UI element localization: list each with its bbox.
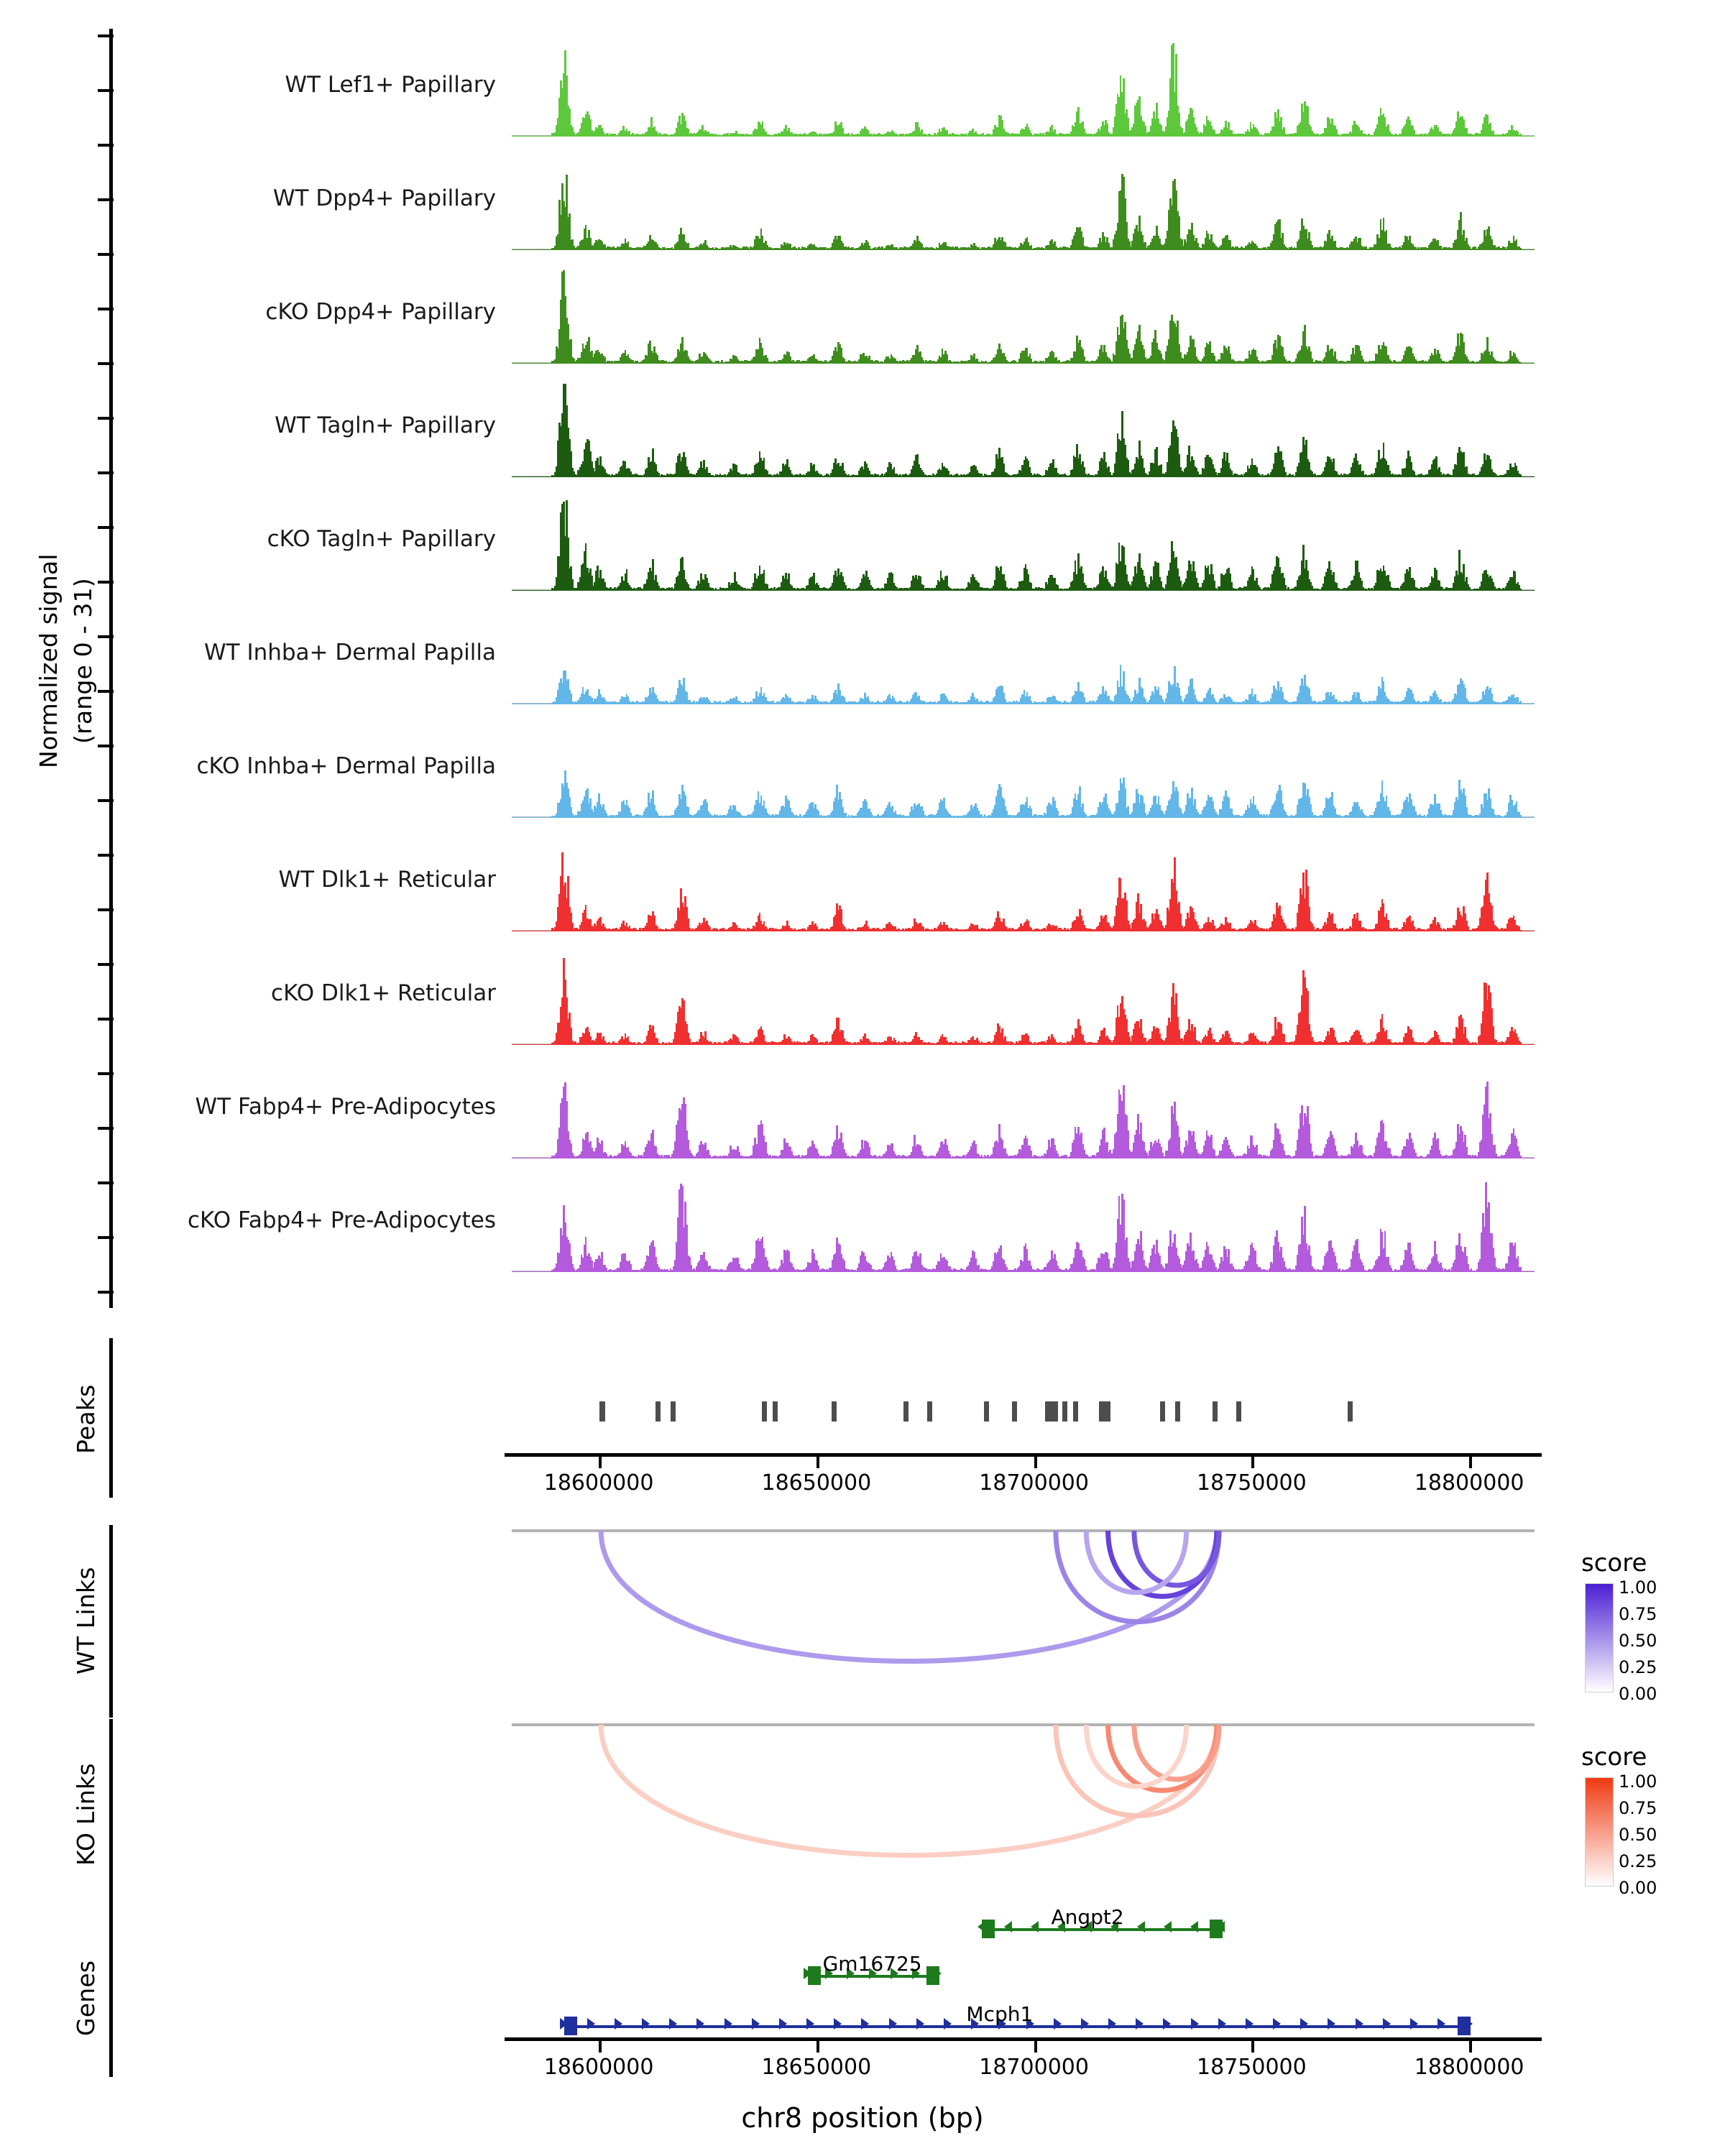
track-label: WT Dpp4+ Papillary — [272, 185, 496, 211]
track-signal — [512, 611, 1535, 704]
signal-y-axis-label — [34, 510, 66, 812]
y-axis-tick — [98, 253, 114, 256]
track-signal — [512, 497, 1535, 591]
y-axis-tick — [98, 1018, 114, 1021]
y-axis-tick — [98, 198, 114, 201]
signal-bar — [1533, 363, 1535, 364]
wt-links-axis-spine — [109, 1525, 113, 1718]
wt-links-label-text: WT Links — [72, 1567, 100, 1674]
y-axis-tick — [98, 471, 114, 474]
y-axis-tick — [98, 1291, 114, 1294]
signal-bar — [1533, 136, 1535, 137]
y-axis-tick — [98, 854, 114, 857]
wt-links-label — [72, 1531, 104, 1710]
signal-bar — [1533, 817, 1535, 818]
track-signal — [512, 838, 1535, 931]
track-label: WT Tagln+ Papillary — [275, 413, 496, 438]
signal-axis-spine — [109, 29, 113, 1308]
y-axis-tick — [98, 690, 114, 693]
y-axis-tick — [98, 308, 114, 310]
track-label: cKO Dpp4+ Papillary — [265, 299, 496, 325]
y-axis-tick — [98, 635, 114, 638]
signal-bar — [1533, 476, 1535, 477]
y-axis-tick — [98, 144, 114, 147]
peaks-label — [72, 1340, 104, 1498]
y-axis-tick — [98, 581, 114, 584]
track-signal — [512, 384, 1535, 477]
track-signal — [512, 43, 1535, 137]
signal-y-axis-label-line2: (range 0 - 31) — [69, 578, 97, 745]
track-label: cKO Tagln+ Papillary — [267, 526, 496, 552]
genes-label-text: Genes — [72, 1960, 100, 2036]
y-axis-tick — [98, 745, 114, 747]
genes-axis-spine — [109, 1912, 113, 2077]
genes-label — [72, 1919, 104, 2077]
track-signal — [512, 270, 1535, 364]
signal-bar — [1533, 249, 1535, 250]
y-axis-tick — [98, 526, 114, 529]
y-axis-tick — [98, 1236, 114, 1239]
track-label: cKO Inhba+ Dermal Papilla — [196, 753, 496, 779]
peaks-label-text: Peaks — [72, 1384, 100, 1455]
y-axis-tick — [98, 417, 114, 420]
track-label: WT Inhba+ Dermal Papilla — [204, 640, 496, 665]
track-label: WT Lef1+ Papillary — [285, 72, 496, 98]
signal-bar — [1533, 590, 1535, 591]
y-axis-tick — [98, 1127, 114, 1130]
y-axis-tick — [98, 362, 114, 365]
track-signal — [512, 157, 1535, 250]
ko-links-label-text: KO Links — [72, 1763, 100, 1866]
track-label: WT Dlk1+ Reticular — [278, 867, 496, 893]
y-axis-tick — [98, 963, 114, 966]
ko-links-axis-spine — [109, 1719, 113, 1912]
y-axis-tick — [98, 799, 114, 802]
y-axis-tick — [98, 908, 114, 911]
y-axis-tick — [98, 1181, 114, 1184]
y-axis-tick — [98, 1072, 114, 1075]
ko-links-label — [72, 1725, 104, 1904]
peaks-axis-spine — [109, 1338, 113, 1498]
track-signal — [512, 724, 1535, 818]
y-axis-tick — [98, 34, 114, 37]
y-axis-tick — [98, 89, 114, 92]
signal-y-axis-label-line1: Normalized signal — [34, 553, 63, 769]
signal-y-axis-label-2 — [69, 532, 101, 791]
